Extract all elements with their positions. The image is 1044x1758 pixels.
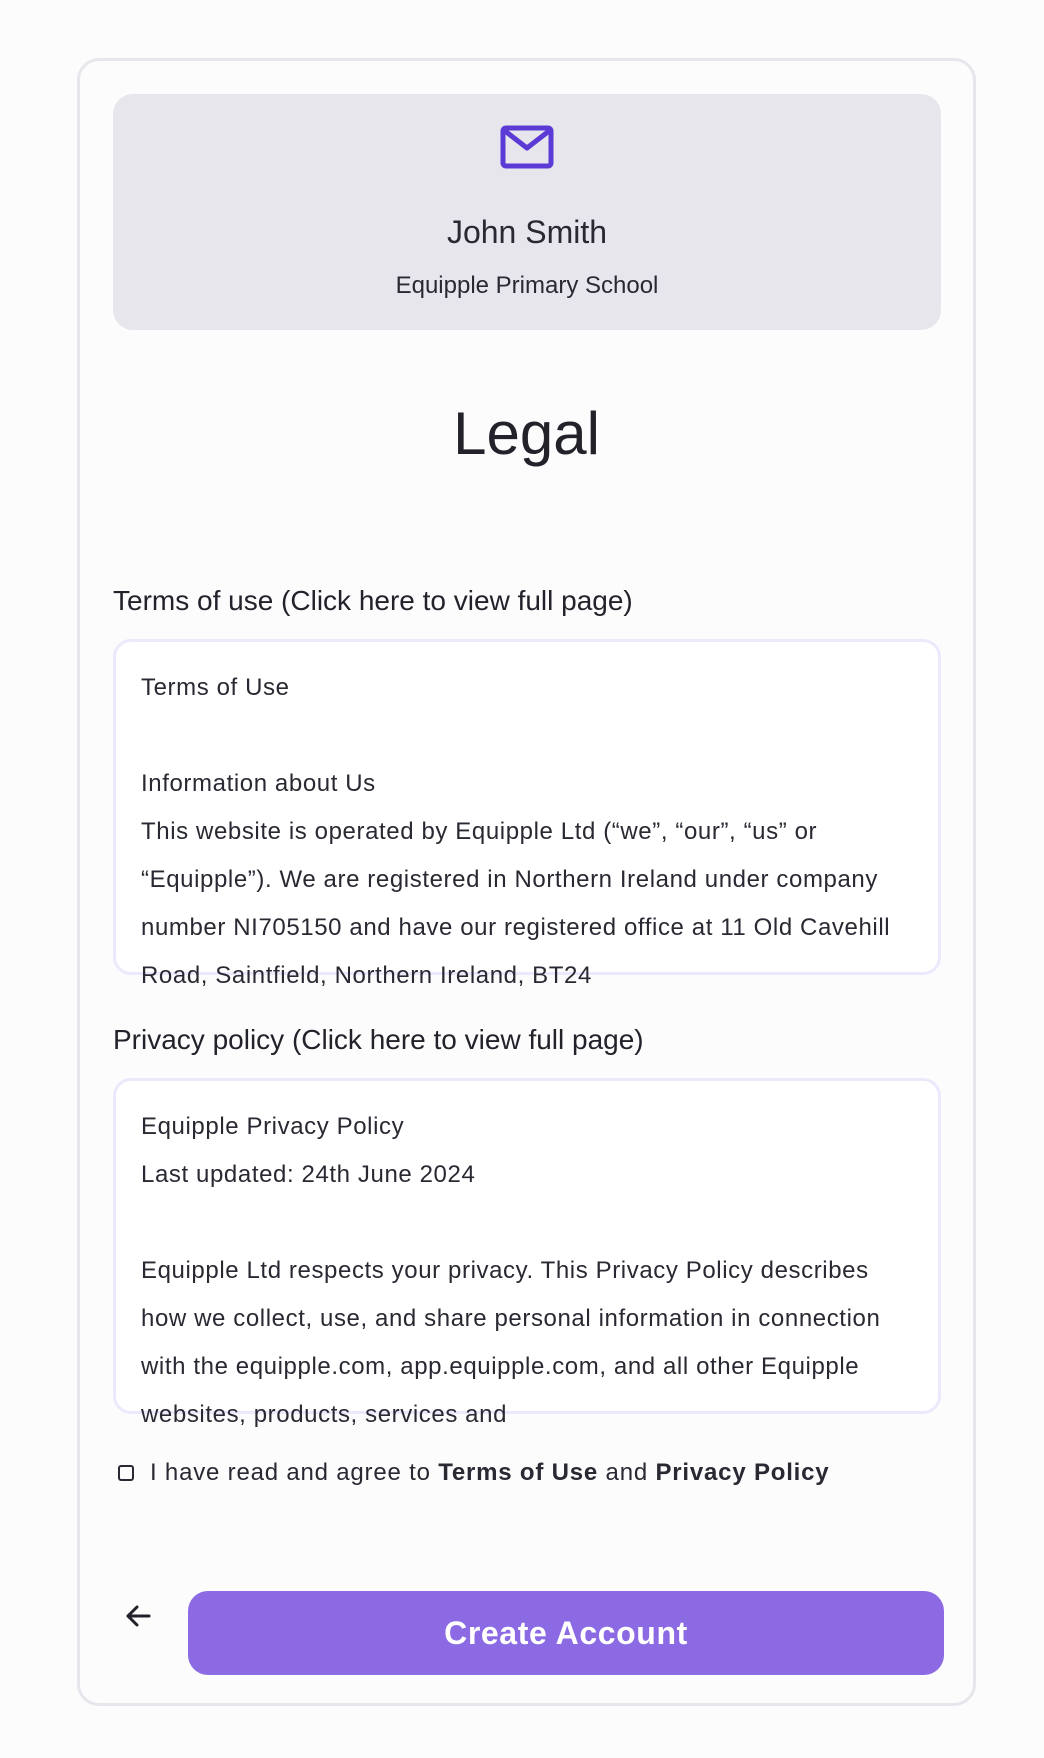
page-title: Legal (453, 400, 600, 467)
terms-of-use-link[interactable]: Terms of Use (438, 1459, 599, 1486)
terms-text: Terms of Use Information about Us This website is operated by Equipple Ltd (“we”, “our”, “us” or “Equipple”). We are registered in Northern Ireland under company number NI705150 and have our registered office at 11 Old Cavehill Road, Saintfield, Northern Ireland, BT24 (141, 674, 891, 989)
agreement-conjunction: and (598, 1459, 656, 1486)
mail-icon (500, 124, 554, 170)
privacy-policy-link[interactable]: Privacy Policy (655, 1459, 830, 1486)
agreement-prefix: I have read and agree to (150, 1459, 439, 1486)
privacy-full-page-link[interactable]: Privacy policy (Click here to view full page) (113, 1024, 644, 1055)
create-account-button[interactable]: Create Account (188, 1591, 944, 1675)
agreement-row (118, 1459, 829, 1487)
signup-card (77, 58, 976, 1706)
arrow-left-icon (124, 1602, 152, 1630)
terms-full-page-link[interactable]: Terms of use (Click here to view full page) (113, 585, 633, 616)
back-button[interactable] (113, 1591, 163, 1641)
organization-name: Equipple Primary School (395, 272, 659, 299)
user-name: John Smith (446, 214, 608, 250)
privacy-text: Equipple Privacy Policy Last updated: 24th June 2024 Equipple Ltd respects your privacy. This Privacy Policy describes how we collect, use, and share personal information in connection with the equipple.com, app.equipple.com, and all other Equipple websites, products, services and (141, 1113, 881, 1428)
user-info-panel (113, 94, 941, 330)
privacy-scroll-box[interactable] (113, 1078, 941, 1428)
agree-checkbox[interactable] (118, 1465, 134, 1481)
terms-scroll-box[interactable] (113, 639, 941, 989)
